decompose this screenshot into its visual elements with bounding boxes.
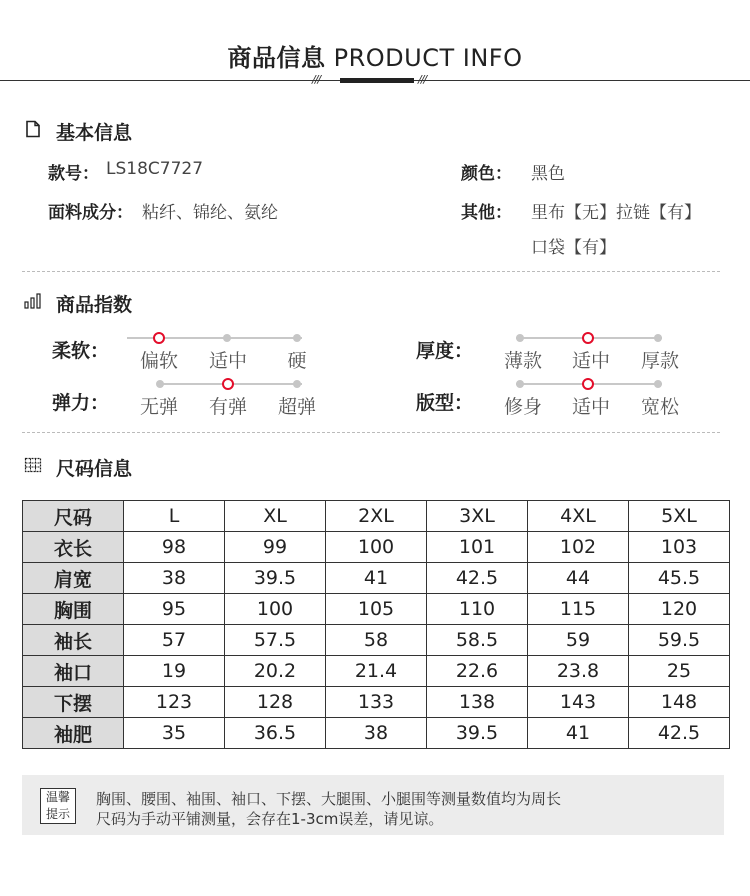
fit-label: 版型： xyxy=(416,392,474,414)
table-cell: 38 xyxy=(326,718,427,749)
table-cell: 38 xyxy=(124,563,225,594)
table-cell: 42.5 xyxy=(629,718,730,749)
size-info-title: 尺码信息 xyxy=(56,458,133,480)
basic-info-title: 基本信息 xyxy=(56,122,133,144)
thickness-label: 厚度： xyxy=(416,340,474,362)
table-row xyxy=(23,718,730,749)
table-cell: 57.5 xyxy=(225,625,326,656)
color-label: 颜色： xyxy=(461,164,512,184)
tip-line-2: 尺码为手动平铺测量，会存在1-3cm误差，请见谅。 xyxy=(96,810,444,828)
table-cell: 胸围 xyxy=(23,594,124,625)
calendar-grid-icon xyxy=(24,456,42,474)
softness-dot-1 xyxy=(223,334,231,342)
softness-dot-2 xyxy=(293,334,301,342)
tip-line-1: 胸围、腰围、袖围、袖口、下摆、大腿围、小腿围等测量数值均为周长 xyxy=(96,790,562,808)
table-cell: 20.2 xyxy=(225,656,326,687)
other-value-line-1: 里布【无】拉链【有】 xyxy=(531,203,701,223)
table-cell: 110 xyxy=(427,594,528,625)
color-value: 黑色 xyxy=(531,164,565,184)
table-header-cell: L xyxy=(124,501,225,532)
table-cell: 58.5 xyxy=(427,625,528,656)
table-cell: 99 xyxy=(225,532,326,563)
table-cell: 衣长 xyxy=(23,532,124,563)
table-cell: 115 xyxy=(528,594,629,625)
elasticity-dot-0 xyxy=(156,380,164,388)
thickness-dot-0 xyxy=(516,334,524,342)
table-row xyxy=(23,563,730,594)
header-slash-left: /// xyxy=(312,73,321,86)
table-cell: 35 xyxy=(124,718,225,749)
table-cell: 袖口 xyxy=(23,656,124,687)
table-cell: 袖肥 xyxy=(23,718,124,749)
table-cell: 41 xyxy=(528,718,629,749)
fit-dot-0 xyxy=(516,380,524,388)
elasticity-label: 弹力： xyxy=(52,392,110,414)
fabric-label: 面料成分： xyxy=(48,203,133,223)
table-cell: 21.4 xyxy=(326,656,427,687)
table-cell: 138 xyxy=(427,687,528,718)
table-header-cell: 尺码 xyxy=(23,501,124,532)
table-header-cell: XL xyxy=(225,501,326,532)
table-header-cell: 4XL xyxy=(528,501,629,532)
other-value-line-2: 口袋【有】 xyxy=(531,238,616,258)
section-divider-2 xyxy=(22,432,720,433)
fit-option-2: 宽松 xyxy=(640,396,679,418)
table-header-cell: 2XL xyxy=(326,501,427,532)
softness-option-0: 偏软 xyxy=(139,350,178,372)
table-header-cell: 5XL xyxy=(629,501,730,532)
thickness-dot-2 xyxy=(654,334,662,342)
table-cell: 128 xyxy=(225,687,326,718)
table-cell: 袖长 xyxy=(23,625,124,656)
table-cell: 44 xyxy=(528,563,629,594)
table-cell: 59 xyxy=(528,625,629,656)
table-cell: 133 xyxy=(326,687,427,718)
softness-option-1: 适中 xyxy=(208,350,247,372)
tip-badge xyxy=(40,788,76,824)
table-cell: 39.5 xyxy=(225,563,326,594)
fit-option-1: 适中 xyxy=(571,396,610,418)
other-label: 其他： xyxy=(461,203,512,223)
header-accent-bar xyxy=(340,78,414,83)
thickness-dot-1 xyxy=(582,332,594,344)
table-cell: 42.5 xyxy=(427,563,528,594)
fit-dot-1 xyxy=(582,378,594,390)
thickness-option-2: 厚款 xyxy=(640,350,679,372)
fabric-value: 粘纤、锦纶、氨纶 xyxy=(142,203,278,223)
table-header-row xyxy=(23,501,730,532)
elasticity-dot-2 xyxy=(293,380,301,388)
softness-option-2: 硬 xyxy=(287,350,307,372)
table-cell: 101 xyxy=(427,532,528,563)
table-cell: 23.8 xyxy=(528,656,629,687)
style-number-label: 款号： xyxy=(48,164,99,184)
softness-dot-0 xyxy=(153,332,165,344)
elasticity-option-2: 超弹 xyxy=(277,396,316,418)
header-slash-right: /// xyxy=(418,73,427,86)
table-row xyxy=(23,594,730,625)
size-table xyxy=(22,500,730,749)
thickness-option-0: 薄款 xyxy=(503,350,542,372)
table-cell: 39.5 xyxy=(427,718,528,749)
style-number-value: LS18C7727 xyxy=(106,159,204,179)
section-divider-1 xyxy=(22,271,720,272)
table-cell: 下摆 xyxy=(23,687,124,718)
table-cell: 45.5 xyxy=(629,563,730,594)
page-title xyxy=(0,38,750,73)
table-cell: 36.5 xyxy=(225,718,326,749)
bar-chart-icon xyxy=(24,292,42,310)
table-cell: 100 xyxy=(225,594,326,625)
table-cell: 19 xyxy=(124,656,225,687)
table-cell: 58 xyxy=(326,625,427,656)
fit-dot-2 xyxy=(654,380,662,388)
table-cell: 105 xyxy=(326,594,427,625)
table-cell: 143 xyxy=(528,687,629,718)
table-cell: 148 xyxy=(629,687,730,718)
fit-option-0: 修身 xyxy=(503,396,542,418)
table-row xyxy=(23,625,730,656)
tip-badge-line-2: 提示 xyxy=(45,807,70,821)
elasticity-option-0: 无弹 xyxy=(139,396,178,418)
table-cell: 肩宽 xyxy=(23,563,124,594)
table-cell: 120 xyxy=(629,594,730,625)
table-header-cell: 3XL xyxy=(427,501,528,532)
page-title-en: PRODUCT INFO xyxy=(333,44,523,72)
table-cell: 123 xyxy=(124,687,225,718)
table-row xyxy=(23,656,730,687)
table-cell: 95 xyxy=(124,594,225,625)
table-cell: 98 xyxy=(124,532,225,563)
table-cell: 102 xyxy=(528,532,629,563)
elasticity-option-1: 有弹 xyxy=(208,396,247,418)
table-cell: 103 xyxy=(629,532,730,563)
table-cell: 22.6 xyxy=(427,656,528,687)
elasticity-dot-1 xyxy=(222,378,234,390)
product-index-title: 商品指数 xyxy=(56,294,133,316)
table-cell: 57 xyxy=(124,625,225,656)
thickness-option-1: 适中 xyxy=(571,350,610,372)
page-title-cn: 商品信息 xyxy=(227,44,326,72)
table-row xyxy=(23,532,730,563)
table-cell: 59.5 xyxy=(629,625,730,656)
table-cell: 41 xyxy=(326,563,427,594)
table-cell: 25 xyxy=(629,656,730,687)
tip-badge-line-1: 温馨 xyxy=(45,790,70,804)
softness-label: 柔软： xyxy=(52,340,110,362)
table-cell: 100 xyxy=(326,532,427,563)
document-icon xyxy=(24,120,42,138)
table-row xyxy=(23,687,730,718)
